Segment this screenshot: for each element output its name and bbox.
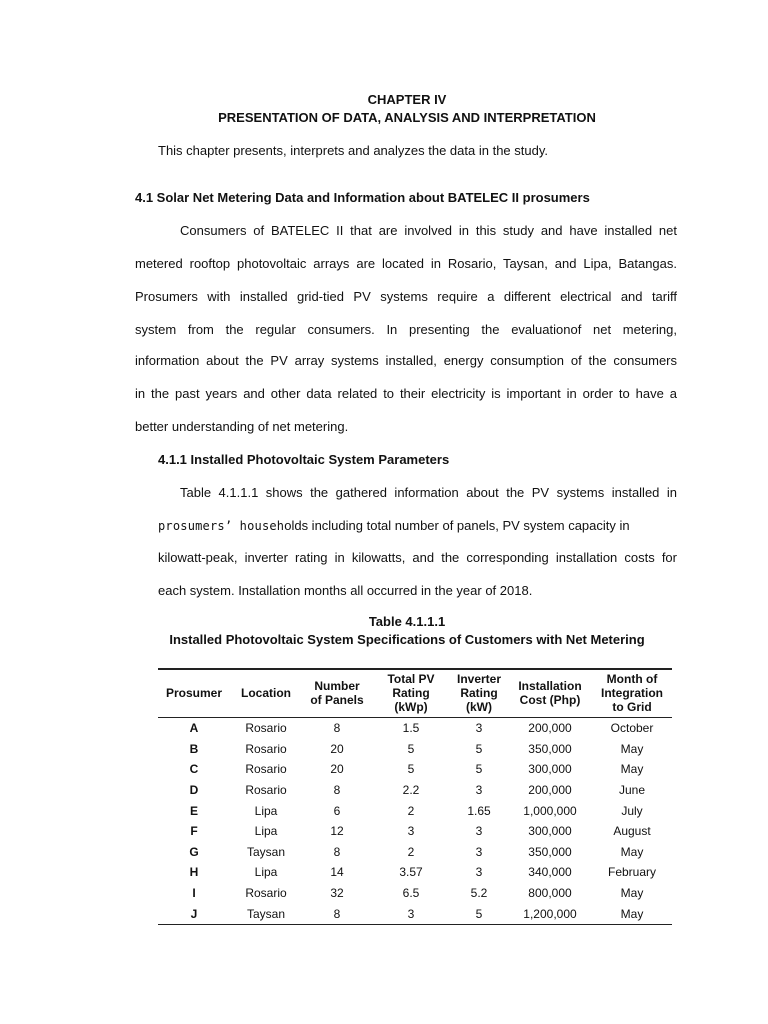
table-cell: 8 — [302, 903, 372, 924]
table-cell: 300,000 — [528, 824, 572, 839]
table-number: Table 4.1.1.1 — [368, 614, 446, 629]
table-cell: February — [607, 865, 657, 880]
table-cell: Rosario — [245, 886, 287, 901]
column-header — [158, 669, 230, 718]
table-cell: 3.57 — [399, 865, 423, 880]
table-cell: 350,000 — [528, 741, 572, 756]
table-cell: 8 — [333, 721, 341, 736]
table-cell: 800,000 — [528, 886, 572, 901]
table-cell: May — [592, 903, 672, 924]
table-row — [158, 780, 672, 801]
column-header-line: Month of — [606, 672, 658, 686]
column-header-line: Integration — [601, 686, 663, 700]
column-header — [302, 669, 372, 718]
table-cell: 5 — [475, 762, 483, 777]
table-cell: 300,000 — [528, 762, 572, 777]
table-cell: 3 — [475, 824, 483, 839]
column-header-line: Prosumer — [165, 686, 223, 700]
table-cell: 3 — [475, 865, 483, 880]
column-header-line: of Panels — [310, 693, 364, 707]
column-header — [372, 669, 450, 718]
table-cell: A — [189, 721, 199, 736]
table-cell: 5.2 — [470, 886, 488, 901]
table-cell: I — [192, 886, 196, 901]
table-row — [158, 759, 672, 780]
table-cell: 32 — [330, 886, 344, 901]
column-header-line: Location — [241, 686, 291, 700]
column-header-line: Inverter — [456, 672, 502, 686]
chapter-title: PRESENTATION OF DATA, ANALYSIS AND INTERPRETATION — [218, 110, 596, 125]
paragraph-line-rest: olds including total number of panels, PV system capacity in — [284, 518, 630, 533]
pv-specifications-table — [158, 668, 672, 925]
table-row — [158, 862, 672, 883]
table-cell: 5 — [450, 903, 508, 924]
table-cell: August — [613, 824, 651, 839]
column-header — [592, 669, 672, 718]
table-cell: F — [190, 824, 198, 839]
column-header-line: Rating — [460, 686, 498, 700]
paragraph-line: information about the PV array systems installed, energy consumption of the consumers — [135, 353, 677, 368]
paragraph-line: better understanding of net metering. — [135, 419, 349, 434]
table-cell: 5 — [407, 741, 415, 756]
column-header-line: (kW) — [466, 700, 492, 714]
paragraph-line: kilowatt-peak, inverter rating in kilowatts, and the corresponding installation costs for — [158, 550, 677, 565]
table-cell: H — [189, 865, 199, 880]
table-cell: E — [189, 803, 198, 818]
table-cell: October — [610, 721, 654, 736]
table-cell: Rosario — [245, 741, 287, 756]
paragraph-line: Consumers of BATELEC II that are involved in this study and have installed net — [180, 223, 677, 238]
table-cell: 1,000,000 — [523, 803, 577, 818]
table-cell: G — [189, 844, 199, 859]
table-cell: May — [620, 886, 644, 901]
paragraph-line: each system. Installation months all occurred in the year of 2018. — [158, 583, 533, 598]
table-cell: Taysan — [246, 844, 286, 859]
table-cell: J — [158, 903, 230, 924]
table-cell: 1.5 — [402, 721, 420, 736]
paragraph-line: system from the regular consumers. In presenting the evaluationof net metering, — [135, 322, 677, 337]
column-header — [450, 669, 508, 718]
table-cell: May — [620, 762, 644, 777]
column-header-line: to Grid — [612, 700, 652, 714]
table-cell: 3 — [372, 903, 450, 924]
paragraph-line: metered rooftop photovoltaic arrays are located in Rosario, Taysan, and Lipa, Batangas. — [135, 256, 677, 271]
table-header-row — [158, 669, 672, 718]
table-cell: 200,000 — [528, 721, 572, 736]
paragraph-line: Table 4.1.1.1 shows the gathered information about the PV systems installed in — [180, 485, 677, 500]
table-row — [158, 883, 672, 904]
column-header-line: (kWp) — [394, 700, 428, 714]
table-row — [158, 800, 672, 821]
table-cell: 3 — [475, 783, 483, 798]
table-cell: 6 — [333, 803, 341, 818]
column-header-line: Cost (Php) — [519, 693, 581, 707]
column-header-line: Total PV — [387, 672, 435, 686]
table-row — [158, 739, 672, 760]
table-cell: 5 — [407, 762, 415, 777]
table-row — [158, 903, 672, 924]
paragraph-line — [158, 518, 677, 533]
paragraph-line: in the past years and other data related to their electricity is important in order to have a — [135, 386, 677, 401]
column-header-line: Rating — [392, 686, 430, 700]
table-cell: Lipa — [254, 824, 278, 839]
table-cell: Taysan — [230, 903, 302, 924]
table-row — [158, 821, 672, 842]
table-cell: Rosario — [245, 762, 287, 777]
table-cell: May — [620, 741, 644, 756]
table-cell: 5 — [475, 741, 483, 756]
column-header-line: Installation — [518, 679, 582, 693]
table-cell: 350,000 — [528, 844, 572, 859]
table-cell: 340,000 — [528, 865, 572, 880]
table-cell: 12 — [330, 824, 344, 839]
table-cell: Lipa — [254, 803, 278, 818]
section-4-1-1-heading: 4.1.1 Installed Photovoltaic System Parameters — [158, 452, 450, 467]
table-cell: C — [189, 762, 199, 777]
table-cell: 6.5 — [402, 886, 420, 901]
table-row — [158, 842, 672, 863]
paragraph-line: Prosumers with installed grid-tied PV systems require a different electrical and tariff — [135, 289, 677, 304]
section-4-1-heading: 4.1 Solar Net Metering Data and Information about BATELEC II prosumers — [135, 190, 590, 205]
table-cell: 3 — [475, 844, 483, 859]
table-cell: July — [621, 803, 643, 818]
table-cell: B — [189, 741, 199, 756]
table-cell: May — [620, 844, 644, 859]
table-cell: 20 — [330, 741, 344, 756]
table-cell: 3 — [475, 721, 483, 736]
table-cell: D — [189, 783, 199, 798]
column-header — [230, 669, 302, 718]
table-row — [158, 718, 672, 739]
table-cell: Rosario — [245, 783, 287, 798]
column-header — [508, 669, 592, 718]
table-cell: 14 — [330, 865, 344, 880]
table-cell: 8 — [333, 844, 341, 859]
table-cell: June — [618, 783, 646, 798]
table-cell: Lipa — [254, 865, 278, 880]
column-header-line: Number — [314, 679, 360, 693]
table-cell: 2.2 — [402, 783, 420, 798]
table-cell: 2 — [407, 844, 415, 859]
table-cell: 8 — [333, 783, 341, 798]
table-cell: Rosario — [245, 721, 287, 736]
table-cell: 20 — [330, 762, 344, 777]
table-caption: Installed Photovoltaic System Specifications of Customers with Net Metering — [169, 632, 645, 647]
table-cell: 3 — [407, 824, 415, 839]
pasted-text-snippet: prosumers’ househ — [158, 519, 285, 533]
table-cell: 1.65 — [467, 803, 491, 818]
table-cell: 1,200,000 — [508, 903, 592, 924]
table-cell: 200,000 — [528, 783, 572, 798]
table-body — [158, 718, 672, 925]
chapter-number: CHAPTER IV — [367, 92, 447, 107]
intro-text: This chapter presents, interprets and analyzes the data in the study. — [158, 143, 548, 158]
table-cell: 2 — [407, 803, 415, 818]
